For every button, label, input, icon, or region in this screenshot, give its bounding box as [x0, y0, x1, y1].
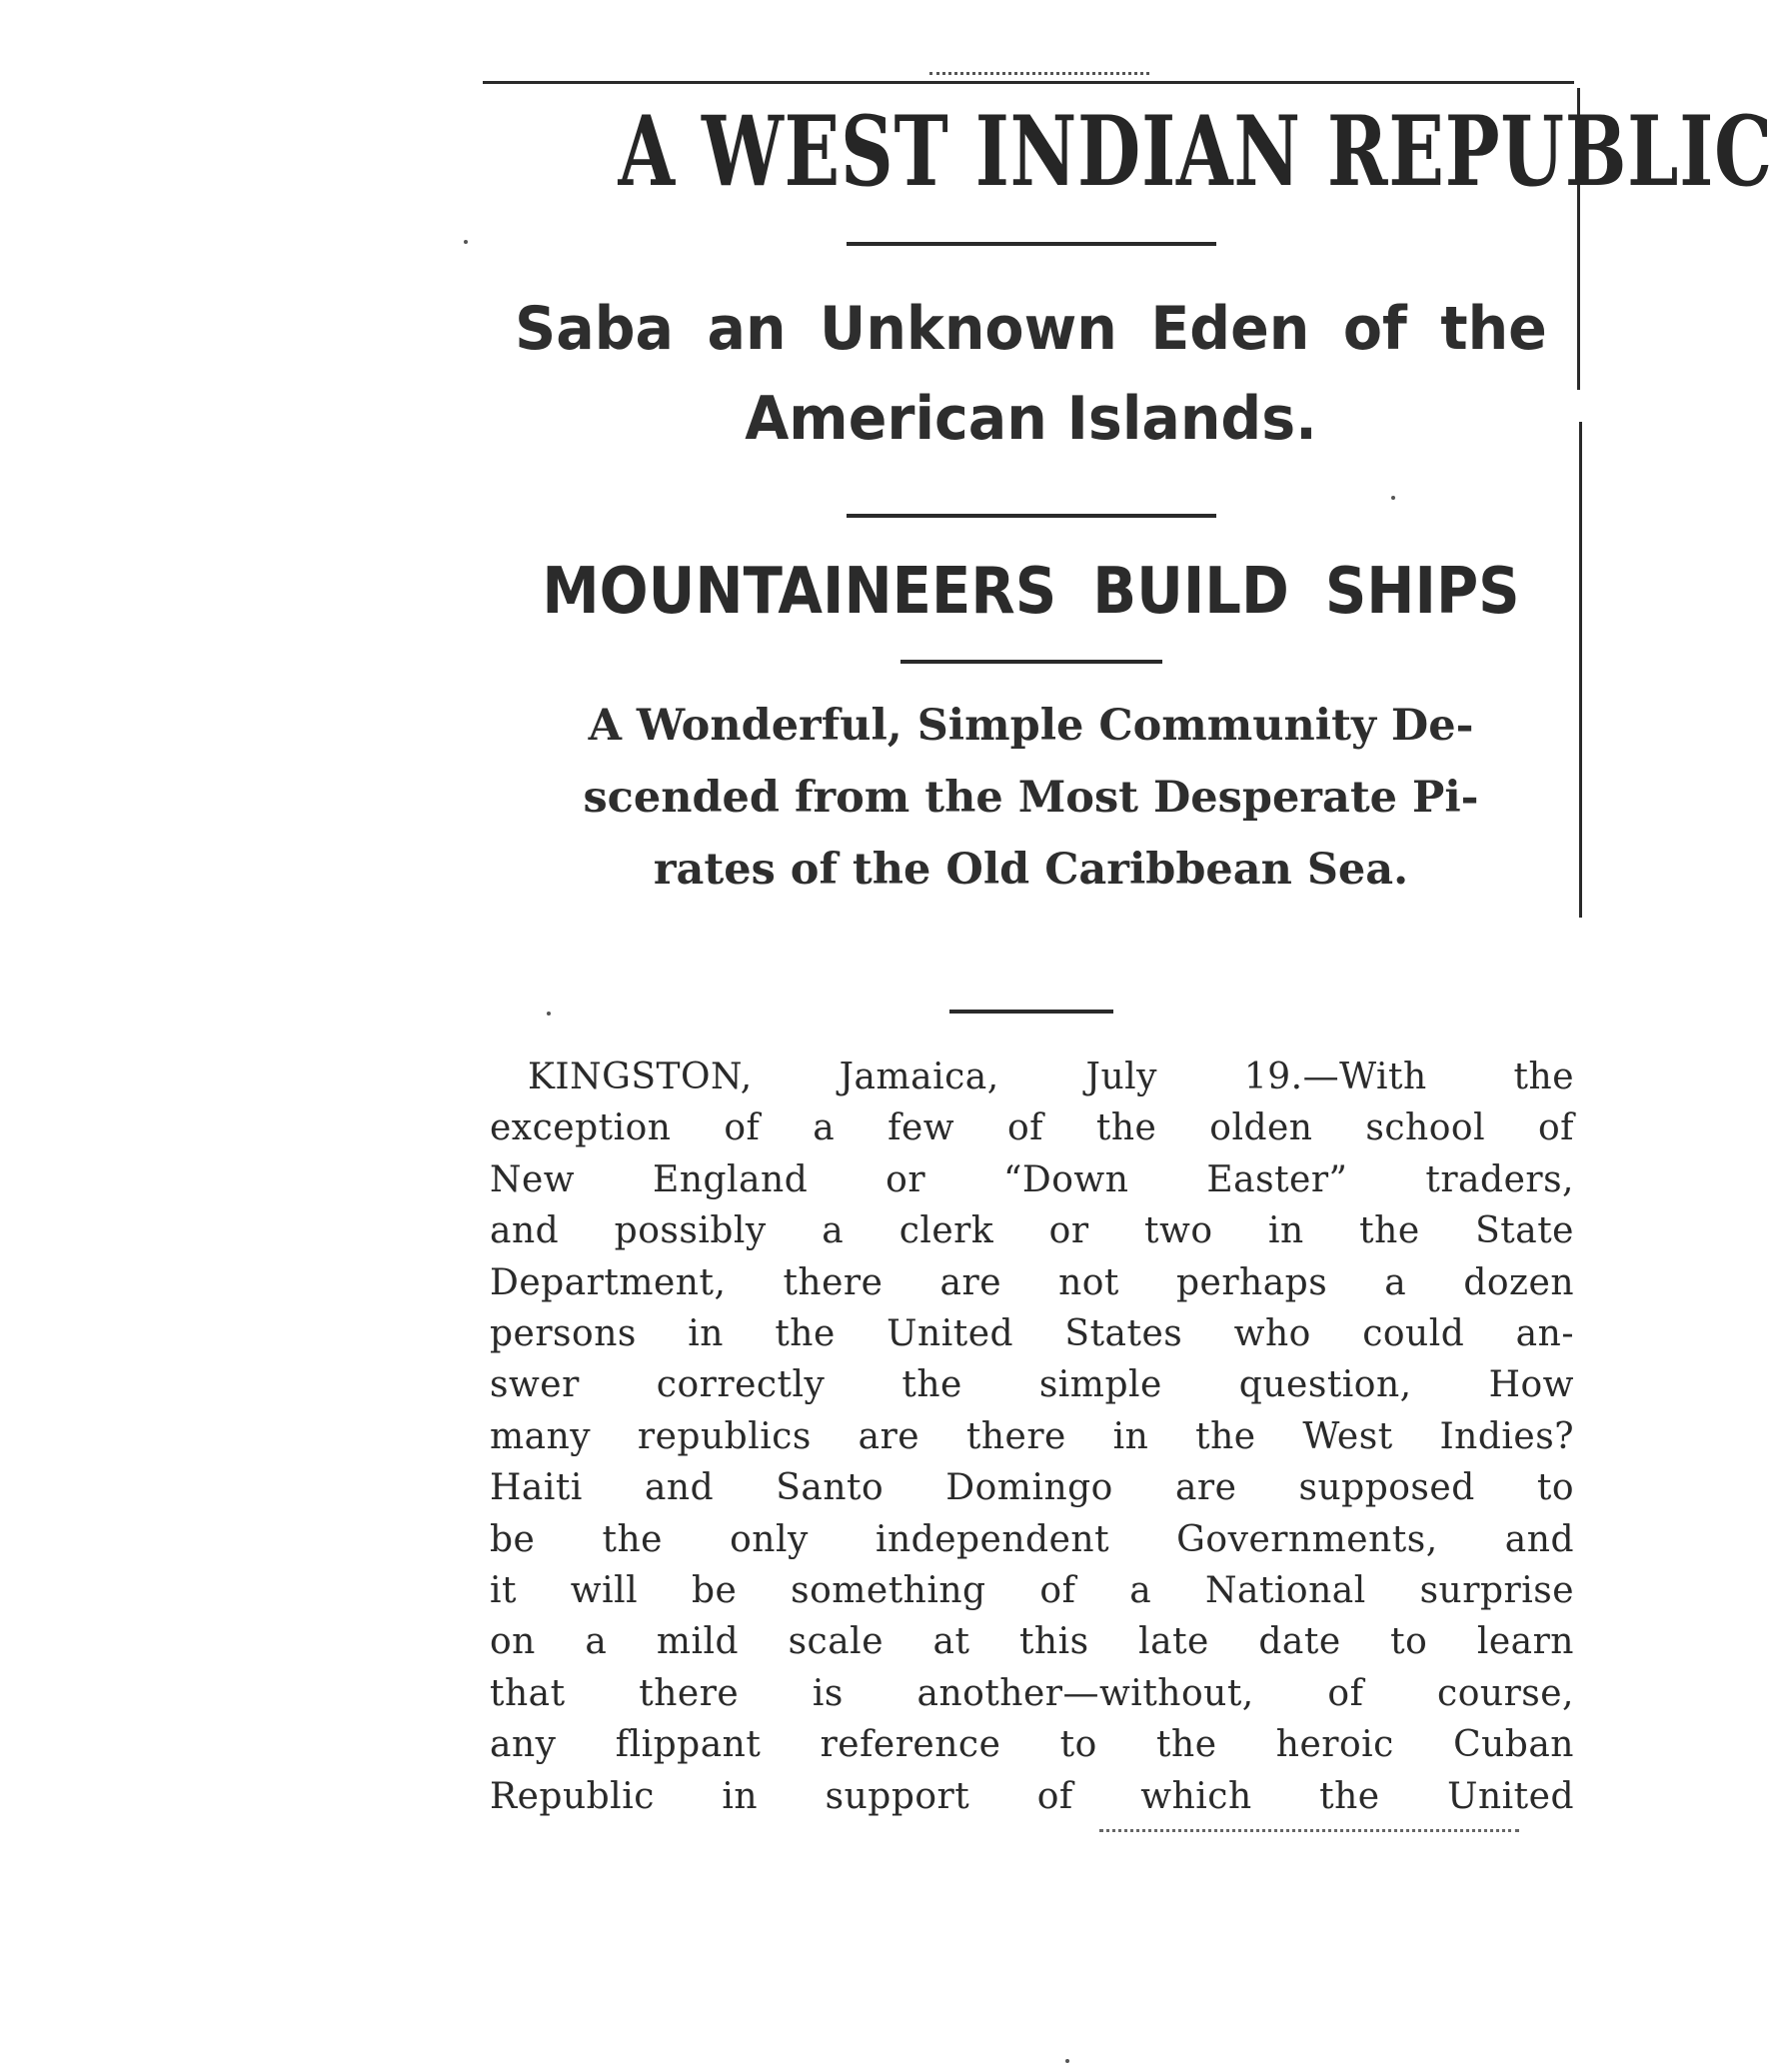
top-rule-dots — [929, 72, 1149, 75]
body-line: Republic in support of which the United — [490, 1775, 1574, 1817]
headline-column — [488, 95, 1773, 1014]
deck-primary — [515, 284, 1547, 464]
body-line: many republics are there in the West Indies? — [490, 1415, 1574, 1457]
body-line: persons in the United States who could an- — [490, 1313, 1574, 1355]
article-body — [490, 1051, 1574, 1822]
paper-speck — [547, 1012, 551, 1016]
column-rule — [1579, 422, 1582, 918]
body-line: on a mild scale at this late date to learn — [490, 1621, 1574, 1663]
deck-summary-line: scended from the Most Desperate Pi- — [583, 773, 1479, 823]
body-line: Haiti and Santo Domingo are supposed to — [490, 1467, 1574, 1509]
body-line: KINGSTON, Jamaica, July 19.—With the — [528, 1056, 1574, 1097]
deck-summary-line: rates of the Old Caribbean Sea. — [653, 845, 1409, 895]
deck-primary-line: Saba an Unknown Eden of the — [515, 294, 1547, 364]
divider-rule — [900, 660, 1162, 664]
deck-primary-line: American Islands. — [745, 384, 1317, 454]
body-line: it will be something of a National surprise — [490, 1570, 1574, 1612]
body-line: that there is another—without, of course, — [490, 1672, 1574, 1714]
paper-speck — [1391, 496, 1395, 500]
body-line: any flippant reference to the heroic Cuban — [490, 1724, 1574, 1766]
body-line: New England or “Down Easter” traders, — [490, 1158, 1574, 1200]
divider-rule — [847, 514, 1216, 518]
top-rule — [483, 81, 1574, 84]
body-line: swer correctly the simple question, How — [490, 1364, 1574, 1406]
clipping-cut-edge — [1099, 1829, 1519, 1832]
divider-rule — [847, 242, 1216, 246]
headline: A WEST INDIAN REPUBLIC — [618, 95, 1773, 208]
body-line: exception of a few of the olden school of — [490, 1107, 1574, 1149]
divider-rule — [949, 1010, 1113, 1014]
deck-secondary: MOUNTAINEERS BUILD SHIPS — [542, 555, 1520, 629]
paper-speck — [464, 240, 468, 244]
body-line: and possibly a clerk or two in the State — [490, 1210, 1574, 1252]
body-line: be the only independent Governments, and — [490, 1518, 1574, 1560]
body-line: Department, there are not perhaps a dozen — [490, 1261, 1574, 1303]
paper-speck — [1065, 2059, 1069, 2063]
deck-summary — [488, 690, 1574, 906]
deck-summary-line: A Wonderful, Simple Community De- — [588, 701, 1474, 751]
